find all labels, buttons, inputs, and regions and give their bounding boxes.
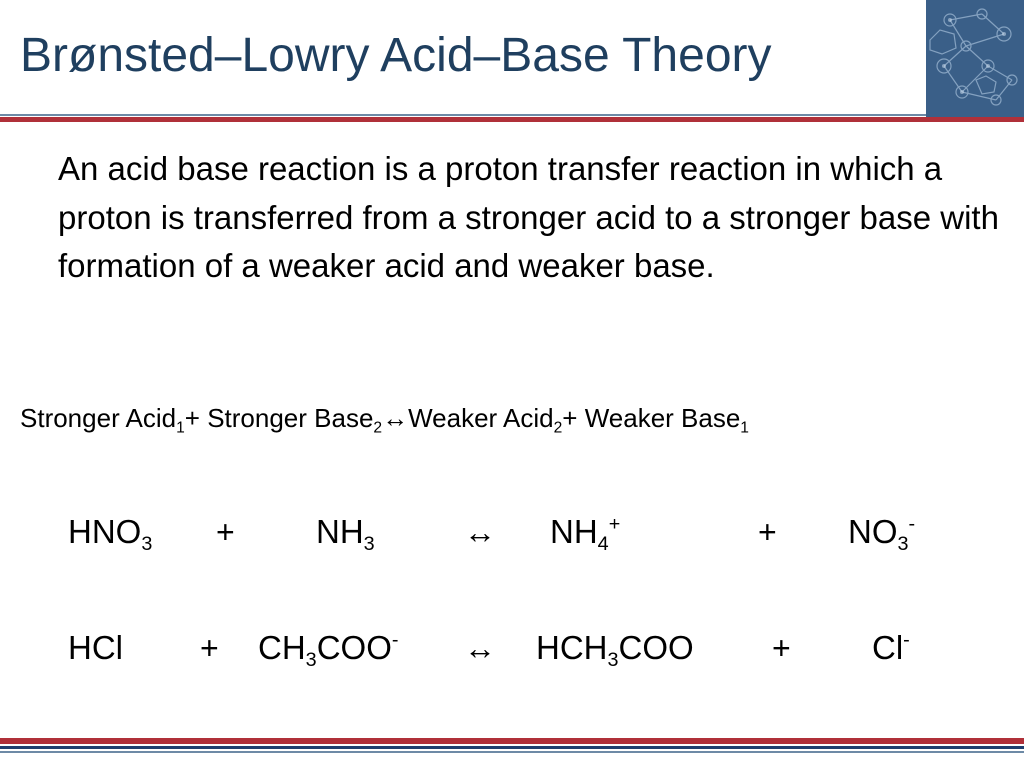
molecule-pattern-image <box>926 0 1024 120</box>
weaker-base-label: Weaker Base <box>584 403 741 433</box>
footer-divider-red <box>0 738 1024 744</box>
molecule-illustration <box>926 0 1024 120</box>
acid-formula <box>68 510 152 554</box>
definition-paragraph: An acid base reaction is a proton transfer reaction in which a proton is transferred from a stronger acid to a stronger base with formation of a weaker acid and weaker base. <box>58 150 999 284</box>
footer-divider-navy <box>0 746 1024 749</box>
conjugate-base-formula <box>872 626 910 670</box>
conjugate-acid-formula <box>550 510 620 554</box>
plus-sign: + <box>200 630 219 666</box>
formula-text: Cl <box>872 629 904 666</box>
formula-text: HCH <box>536 629 608 666</box>
reaction-row-1 <box>0 510 1024 554</box>
equilibrium-arrow: ↔ <box>382 403 409 433</box>
superscript: - <box>391 629 399 652</box>
superscript: + <box>608 513 621 536</box>
formula-text: COO <box>618 629 694 666</box>
plus-sign: + <box>772 630 791 666</box>
formula-text: CH <box>258 629 306 666</box>
subscript: 3 <box>141 532 153 555</box>
stronger-base-label: Stronger Base <box>207 403 374 433</box>
formula-text: NO <box>848 513 898 550</box>
slide-title: Brønsted–Lowry Acid–Base Theory <box>20 29 772 82</box>
header-divider-thin <box>0 114 926 116</box>
formula-text: NH <box>550 513 598 550</box>
formula-text: NH <box>316 513 364 550</box>
plus-sign: + <box>562 403 585 433</box>
subscript: 3 <box>607 648 619 671</box>
footer-divider-thin <box>0 751 1024 753</box>
weaker-acid-label: Weaker Acid <box>408 403 554 433</box>
base-formula <box>258 626 398 670</box>
conjugate-acid-formula <box>536 626 694 670</box>
subscript: 3 <box>897 532 909 555</box>
reaction-row-2 <box>0 626 1024 670</box>
formula-text: COO <box>316 629 392 666</box>
subscript: 1 <box>176 419 185 437</box>
subscript: 2 <box>373 419 383 437</box>
plus-sign: + <box>216 514 235 550</box>
header-divider-red <box>0 117 1024 122</box>
stronger-acid-label: Stronger Acid <box>20 403 177 433</box>
formula-text: HNO <box>68 513 142 550</box>
subscript: 3 <box>363 532 375 555</box>
equilibrium-arrow: ↔ <box>464 630 496 666</box>
superscript: - <box>908 513 916 536</box>
subscript: 2 <box>553 419 563 437</box>
equilibrium-arrow: ↔ <box>464 514 496 550</box>
plus-sign: + <box>758 514 777 550</box>
generic-equation <box>20 403 749 437</box>
base-formula <box>316 510 375 554</box>
conjugate-base-formula <box>848 510 915 554</box>
plus-sign: + <box>184 403 208 433</box>
subscript: 1 <box>740 419 749 437</box>
subscript: 3 <box>305 648 317 671</box>
acid-formula: HCl <box>68 629 123 666</box>
superscript: - <box>903 629 910 652</box>
subscript: 4 <box>597 532 609 555</box>
